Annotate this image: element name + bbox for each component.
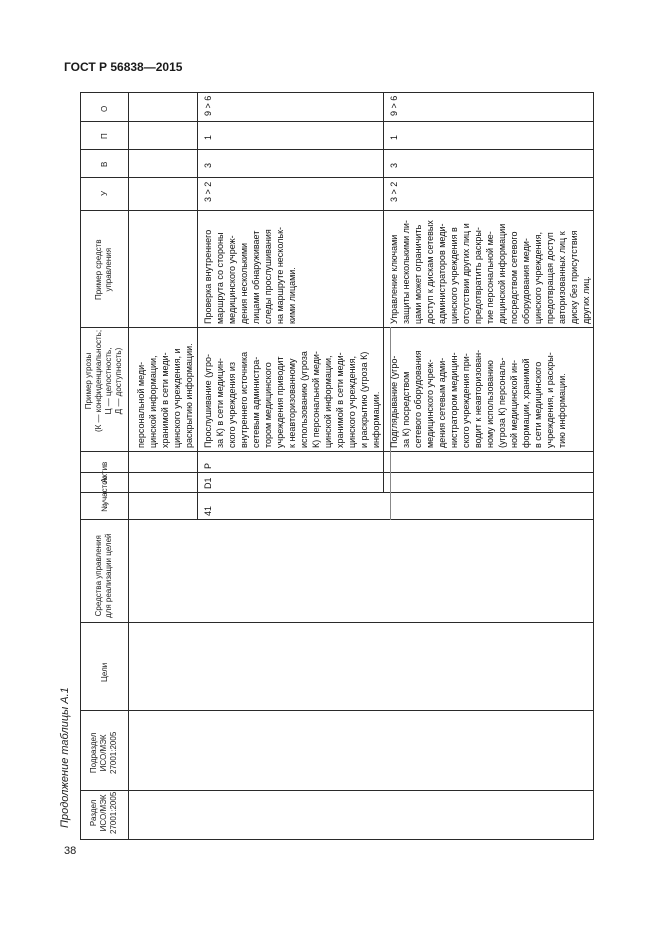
- row2-u: 3 > 2: [203, 181, 213, 202]
- row-sep: [197, 451, 198, 520]
- row3-u: 3 > 2: [389, 181, 399, 202]
- header-v: В: [100, 161, 109, 167]
- row2-control-text: Проверка внутреннего маршрута со стороны медицинского учреж- дения несколькими лицами обнаруживает следы прослушивания на маршруте нескольк- кими лицами.: [203, 226, 297, 324]
- table-border-top: [80, 92, 594, 93]
- row2-asset: Р: [203, 462, 213, 469]
- row2-threat-text: Прослушивание (угро- за К) в сети медицин- ского учреждения из внутреннего источника сетевым администра- тором медицинского учреждения приводит к неавторизованному использованию (угроза К) персональной меди- цинской информации, хранимой в сети меди- цинского учреждения, и раскрытию (угроза К) информации.: [203, 351, 381, 448]
- col-sep: [80, 177, 594, 178]
- row-sep: [197, 92, 198, 451]
- header-num: №: [100, 503, 109, 512]
- page-number: 38: [64, 845, 77, 857]
- header-p: П: [100, 133, 109, 139]
- row2-p: 1: [203, 134, 213, 140]
- row3-control-text: Управление ключами защиты несколькими ли- цами может ограничить доступ к дискам сетевых администраторов меди- цинского учреждения в отсутствии других лиц и предотвратить раскры- тие персональной ме- дицинской информации посредством сетевого оборудования меди- цинского учреждения, предотвращая доступ авторизованных лиц к диску без присутствия других лиц.: [389, 220, 591, 324]
- page-title: ГОСТ Р 56838—2015: [64, 60, 183, 74]
- col-sep: [80, 472, 594, 473]
- col-sep: [80, 492, 594, 493]
- row2-v: 3: [203, 162, 213, 168]
- header-subsection: Подраздел ИСО/МЭК 27001:2005: [89, 731, 118, 774]
- col-sep: [80, 622, 594, 623]
- table-border-right: [593, 92, 594, 840]
- table-border-bottom: [80, 839, 594, 840]
- col-sep: [80, 121, 594, 122]
- header-separator: [128, 92, 129, 840]
- col-sep: [80, 519, 594, 520]
- header-u: У: [100, 190, 109, 196]
- table-border-left: [80, 92, 81, 840]
- header-section: Раздел ИСО/МЭК 27001:2005: [89, 791, 118, 834]
- header-control-example: Пример средств управления: [94, 239, 113, 300]
- header-controls: Средства управления для реализации целей: [94, 533, 113, 618]
- header-goals: Цели: [100, 662, 109, 682]
- row-sep: [383, 92, 384, 492]
- row3-threat-text: Подглядывание (угро- за К) посредством сетевого оборудования медицинского учреж- дения сетевым адми- нистратором медицин- ского учреждения при- водит к неавторизован- ному использованию (угроза К) персональ- ной медицинской ин- формации, хранимой в сети медицинского учреждения, и раскры- тию информации.: [389, 349, 567, 448]
- header-threat: Пример угрозы (К — конфиденциальность; Ц — целостность, Д — доступность): [84, 329, 123, 432]
- header-asset: Актив: [100, 461, 109, 483]
- col-sep: [80, 327, 594, 328]
- table-continuation-label: Продолжение таблицы А.1: [59, 687, 71, 828]
- col-sep: [80, 710, 594, 711]
- row3-p: 1: [389, 134, 399, 140]
- header-o: О: [100, 105, 109, 112]
- header-participant: участок: [100, 476, 109, 505]
- row2-o: 9 > 6: [203, 95, 213, 116]
- row3-v: 3: [389, 162, 399, 168]
- col-sep: [80, 790, 594, 791]
- row3-o: 9 > 6: [389, 95, 399, 116]
- row1-threat-text: персональной меди- цинской информации, хранимой в сети меди- цинского учреждения, и раскрытию информации.: [136, 343, 194, 448]
- col-sep: [80, 451, 594, 452]
- row2-num: 41: [203, 505, 213, 516]
- requirements-table: [80, 92, 594, 840]
- col-sep: [80, 149, 594, 150]
- col-sep: [80, 210, 594, 211]
- row2-participant: D1: [203, 477, 213, 489]
